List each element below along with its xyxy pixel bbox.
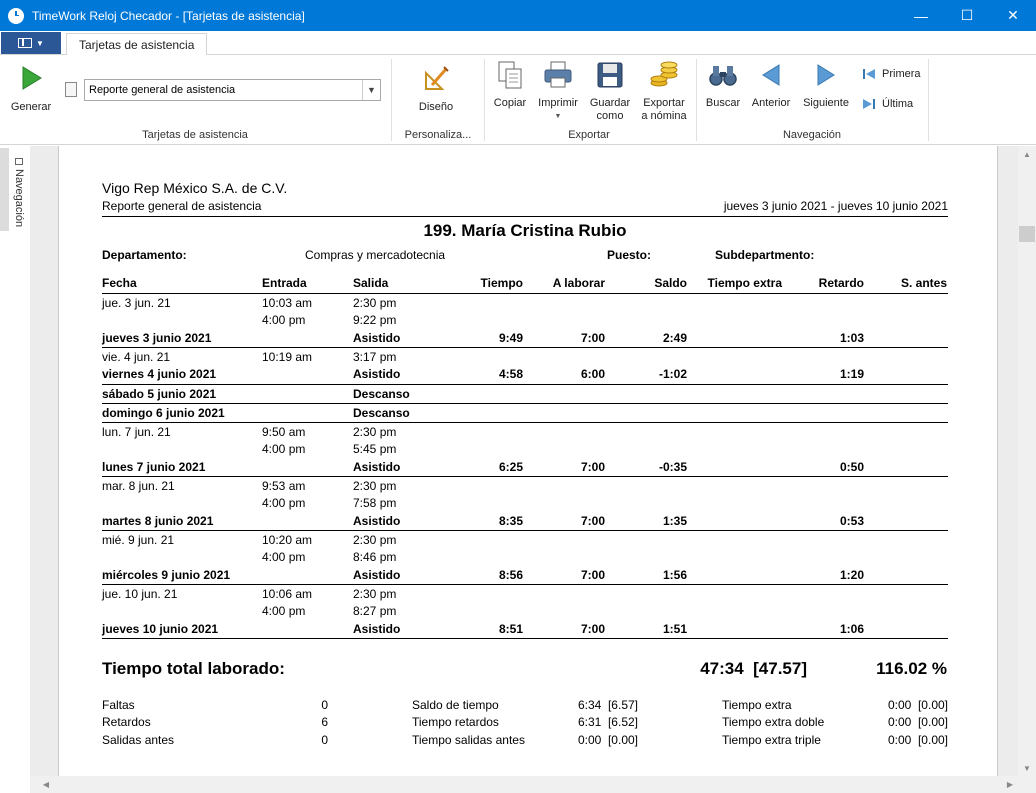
anterior-label: Anterior bbox=[751, 97, 791, 109]
row-divider bbox=[102, 476, 948, 477]
stat-label: Faltas bbox=[102, 698, 135, 712]
row-salida: 8:46 pm bbox=[353, 550, 397, 564]
total-percent: 116.02 % bbox=[876, 659, 947, 678]
row-salida: 8:27 pm bbox=[353, 604, 397, 618]
row-fecha: lun. 7 jun. 21 bbox=[102, 425, 171, 439]
row-a-laborar: 7:00 bbox=[580, 622, 605, 636]
row-saldo: 1:51 bbox=[662, 622, 687, 636]
divider bbox=[102, 293, 948, 294]
row-retardo: 0:53 bbox=[839, 514, 864, 528]
col-entrada: Entrada bbox=[262, 276, 307, 290]
caret-down-icon: ▼ bbox=[36, 38, 44, 48]
row-entrada: 4:00 pm bbox=[262, 313, 306, 327]
window-controls bbox=[898, 0, 1036, 31]
side-nav-label: Navegación bbox=[13, 169, 25, 228]
row-fecha: jueves 10 junio 2021 bbox=[102, 622, 219, 636]
row-divider bbox=[102, 347, 948, 348]
exportar-label-1: Exportar bbox=[643, 97, 685, 109]
ultima-label: Última bbox=[882, 98, 914, 110]
vertical-scrollbar[interactable] bbox=[1018, 146, 1036, 776]
stat-label: Tiempo extra doble bbox=[722, 715, 825, 729]
horizontal-scrollbar[interactable] bbox=[30, 776, 1018, 793]
row-retardo: 1:20 bbox=[839, 568, 864, 582]
stat-value: 0:00 [0.00] bbox=[887, 715, 948, 729]
row-salida: 3:17 pm bbox=[353, 350, 397, 364]
row-retardo: 1:03 bbox=[839, 331, 864, 345]
row-salida: 2:30 pm bbox=[353, 296, 397, 310]
siguiente-label: Siguiente bbox=[803, 97, 849, 109]
subdepartamento-label: Subdepartment​o: bbox=[715, 248, 815, 262]
row-tiempo: 4:58 bbox=[498, 367, 523, 381]
stat-label: Tiempo retardos bbox=[412, 715, 499, 729]
row-entrada: 9:53 am bbox=[262, 479, 306, 493]
group-separator bbox=[391, 59, 392, 141]
row-salida: Asistido bbox=[353, 367, 401, 381]
caret-down-icon: ▼ bbox=[554, 113, 562, 120]
row-a-laborar: 7:00 bbox=[580, 514, 605, 528]
report-select-value: Reporte general de asistencia bbox=[89, 84, 236, 96]
close-button[interactable]: ✕ bbox=[1007, 7, 1019, 23]
coins-icon bbox=[648, 59, 680, 91]
row-divider bbox=[102, 638, 948, 639]
primera-label: Primera bbox=[882, 68, 921, 80]
stat-value: 0:00 [0.00] bbox=[577, 733, 638, 747]
stat-label: Saldo de tiempo bbox=[412, 698, 499, 712]
row-divider bbox=[102, 384, 948, 385]
app-menu-button[interactable] bbox=[1, 32, 61, 54]
stat-value: 0:00 [0.00] bbox=[887, 733, 948, 747]
stat-value: 0:00 [0.00] bbox=[887, 698, 948, 712]
last-page-icon bbox=[862, 98, 876, 110]
row-salida: Asistido bbox=[353, 514, 401, 528]
col-tiempo-extra: Tiempo extra bbox=[707, 276, 782, 290]
stat-label: Tiempo extra triple bbox=[722, 733, 821, 747]
total-value: 47:34 [47.57] bbox=[700, 659, 807, 678]
row-retardo: 0:50 bbox=[839, 460, 864, 474]
stat-label: Salidas antes bbox=[102, 733, 175, 747]
stat-value: 6 bbox=[321, 715, 328, 729]
stat-label: Retardos bbox=[102, 715, 151, 729]
row-saldo: -1:02 bbox=[658, 367, 687, 381]
row-divider bbox=[102, 422, 948, 423]
buscar-button[interactable] bbox=[702, 59, 744, 110]
row-fecha: miércoles 9 junio 2021 bbox=[102, 568, 231, 582]
row-entrada: 4:00 pm bbox=[262, 442, 306, 456]
departamento-label: Departamento: bbox=[102, 248, 187, 262]
row-tiempo: 9:49 bbox=[498, 331, 523, 345]
stat-value: 0 bbox=[321, 698, 328, 712]
row-tiempo: 8:56 bbox=[498, 568, 523, 582]
row-fecha: martes 8 junio 2021 bbox=[102, 514, 214, 528]
row-fecha: mié. 9 jun. 21 bbox=[102, 533, 175, 547]
minimize-button[interactable]: — bbox=[914, 7, 928, 24]
diseno-button[interactable] bbox=[412, 63, 460, 114]
row-entrada: 4:00 pm bbox=[262, 604, 306, 618]
group-label-navegacion: Navegación bbox=[782, 129, 842, 141]
row-salida: 7:58 pm bbox=[353, 496, 397, 510]
row-salida: 2:30 pm bbox=[353, 479, 397, 493]
row-fecha: domingo 6 junio 2021 bbox=[102, 406, 225, 420]
window-title: TimeWork Reloj Checador - [Tarjetas de asistencia] bbox=[32, 8, 305, 23]
anterior-button[interactable] bbox=[748, 59, 794, 110]
arrow-left-icon bbox=[755, 59, 787, 91]
play-icon bbox=[15, 63, 47, 95]
design-tools-icon bbox=[420, 63, 452, 95]
row-salida: Asistido bbox=[353, 622, 401, 636]
puesto-label: Puesto: bbox=[607, 248, 652, 262]
col-a-laborar: A laborar bbox=[552, 276, 605, 290]
arrow-right-icon bbox=[810, 59, 842, 91]
row-entrada: 10:06 am bbox=[262, 587, 313, 601]
buscar-label: Buscar bbox=[705, 97, 741, 109]
row-salida: 2:30 pm bbox=[353, 533, 397, 547]
group-separator bbox=[696, 59, 697, 141]
row-fecha: vie. 4 jun. 21 bbox=[102, 350, 171, 364]
date-range: jueves 3 junio 2021 - jueves 10 junio 2021 bbox=[723, 199, 948, 213]
printer-icon bbox=[542, 59, 574, 91]
row-entrada: 4:00 pm bbox=[262, 496, 306, 510]
guardar-label-1: Guardar bbox=[589, 97, 631, 109]
scroll-up-icon[interactable]: ▲ bbox=[1023, 149, 1031, 159]
row-salida: Asistido bbox=[353, 568, 401, 582]
row-salida: 2:30 pm bbox=[353, 425, 397, 439]
row-fecha: lunes 7 junio 2021 bbox=[102, 460, 206, 474]
row-salida: Asistido bbox=[353, 331, 401, 345]
row-retardo: 1:06 bbox=[839, 622, 864, 636]
col-tiempo: Tiempo bbox=[480, 276, 523, 290]
ultima-button[interactable] bbox=[862, 98, 913, 110]
row-entrada: 10:03 am bbox=[262, 296, 313, 310]
guardar-como-button[interactable] bbox=[586, 59, 634, 123]
col-saldo: Saldo bbox=[654, 276, 687, 290]
group-label-personalizar: Personaliza... bbox=[404, 129, 472, 141]
exportar-label-2: a nómina bbox=[641, 110, 687, 122]
row-entrada: 4:00 pm bbox=[262, 550, 306, 564]
siguiente-button[interactable] bbox=[800, 59, 852, 110]
stat-label: Tiempo extra bbox=[722, 698, 792, 712]
scroll-left-icon[interactable]: ◀ bbox=[42, 780, 50, 789]
pin-icon bbox=[15, 158, 23, 165]
row-salida: Descanso bbox=[353, 406, 410, 420]
report-select[interactable] bbox=[84, 79, 381, 101]
row-tiempo: 8:35 bbox=[498, 514, 523, 528]
col-retardo: Retardo bbox=[818, 276, 864, 290]
document-icon bbox=[65, 82, 77, 97]
group-label-tarjetas: Tarjetas de asistencia bbox=[142, 129, 248, 141]
generar-label: Generar bbox=[10, 101, 52, 113]
row-salida: 9:22 pm bbox=[353, 313, 397, 327]
col-fecha: Fecha bbox=[102, 276, 137, 290]
row-salida: 5:45 pm bbox=[353, 442, 397, 456]
row-fecha: jueves 3 junio 2021 bbox=[102, 331, 212, 345]
scroll-right-icon[interactable]: ▶ bbox=[1006, 780, 1014, 789]
col-salida: Salida bbox=[353, 276, 389, 290]
row-entrada: 9:50 am bbox=[262, 425, 306, 439]
imprimir-label: Imprimir bbox=[538, 97, 578, 109]
copiar-label: Copiar bbox=[493, 97, 527, 109]
total-label: Tiempo total laborado: bbox=[102, 659, 285, 678]
panel-icon bbox=[18, 38, 32, 48]
row-fecha: viernes 4 junio 2021 bbox=[102, 367, 217, 381]
row-divider bbox=[102, 403, 948, 404]
row-entrada: 10:20 am bbox=[262, 533, 313, 547]
scroll-down-icon[interactable]: ▼ bbox=[1023, 763, 1031, 773]
generar-button[interactable] bbox=[8, 63, 54, 114]
row-divider bbox=[102, 530, 948, 531]
row-a-laborar: 7:00 bbox=[580, 460, 605, 474]
binoculars-icon bbox=[707, 59, 739, 91]
chevron-down-icon[interactable]: ▼ bbox=[362, 80, 380, 100]
departamento-value: Compras y mercadotecnia bbox=[305, 248, 446, 262]
row-a-laborar: 7:00 bbox=[580, 568, 605, 582]
scroll-thumb[interactable] bbox=[1019, 226, 1035, 242]
clock-app-icon bbox=[8, 8, 24, 24]
copy-icon bbox=[494, 59, 526, 91]
stat-value: 6:31 [6.52] bbox=[577, 715, 638, 729]
row-salida: Descanso bbox=[353, 387, 410, 401]
row-saldo: 2:49 bbox=[662, 331, 687, 345]
copiar-button[interactable] bbox=[490, 59, 530, 110]
group-separator bbox=[484, 59, 485, 141]
tab-tarjetas-de-asistencia[interactable]: Tarjetas de asistencia bbox=[66, 33, 207, 56]
ribbon bbox=[0, 55, 1036, 145]
row-fecha: sábado 5 junio 2021 bbox=[102, 387, 217, 401]
company-name: Vigo Rep México S.A. de C.V. bbox=[102, 180, 288, 196]
divider bbox=[102, 216, 948, 217]
row-fecha: jue. 3 jun. 21 bbox=[102, 296, 171, 310]
row-saldo: -0:35 bbox=[658, 460, 687, 474]
title-bar bbox=[0, 0, 1036, 31]
row-fecha: jue. 10 jun. 21 bbox=[102, 587, 178, 601]
stat-label: Tiempo salidas antes bbox=[412, 733, 525, 747]
exportar-nomina-button[interactable] bbox=[638, 59, 690, 123]
floppy-disk-icon bbox=[594, 59, 626, 91]
scroll-corner bbox=[1018, 776, 1036, 793]
side-nav-tab[interactable] bbox=[10, 158, 28, 238]
row-salida: 2:30 pm bbox=[353, 587, 397, 601]
row-saldo: 1:35 bbox=[662, 514, 687, 528]
employee-name: 199. María Cristina Rubio bbox=[423, 221, 627, 240]
row-tiempo: 6:25 bbox=[498, 460, 523, 474]
stat-value: 0 bbox=[321, 733, 328, 747]
diseno-label: Diseño bbox=[418, 101, 454, 113]
row-salida: Asistido bbox=[353, 460, 401, 474]
maximize-button[interactable]: ☐ bbox=[960, 7, 974, 23]
row-entrada: 10:19 am bbox=[262, 350, 313, 364]
imprimir-button[interactable] bbox=[536, 59, 580, 123]
primera-button[interactable] bbox=[862, 68, 921, 80]
row-retardo: 1:19 bbox=[839, 367, 864, 381]
row-fecha: mar. 8 jun. 21 bbox=[102, 479, 175, 493]
ribbon-tab-row bbox=[0, 31, 1036, 55]
row-tiempo: 8:51 bbox=[498, 622, 523, 636]
stat-value: 6:34 [6.57] bbox=[577, 698, 638, 712]
group-separator bbox=[928, 59, 929, 141]
col-s-antes: S. antes bbox=[900, 276, 947, 290]
row-saldo: 1:56 bbox=[662, 568, 687, 582]
row-a-laborar: 6:00 bbox=[580, 367, 605, 381]
row-a-laborar: 7:00 bbox=[580, 331, 605, 345]
guardar-label-2: como bbox=[596, 110, 624, 122]
report-name: Reporte general de asistencia bbox=[102, 199, 262, 213]
group-label-exportar: Exportar bbox=[568, 129, 610, 141]
side-nav-strip[interactable] bbox=[0, 148, 9, 231]
row-divider bbox=[102, 584, 948, 585]
first-page-icon bbox=[862, 68, 876, 80]
